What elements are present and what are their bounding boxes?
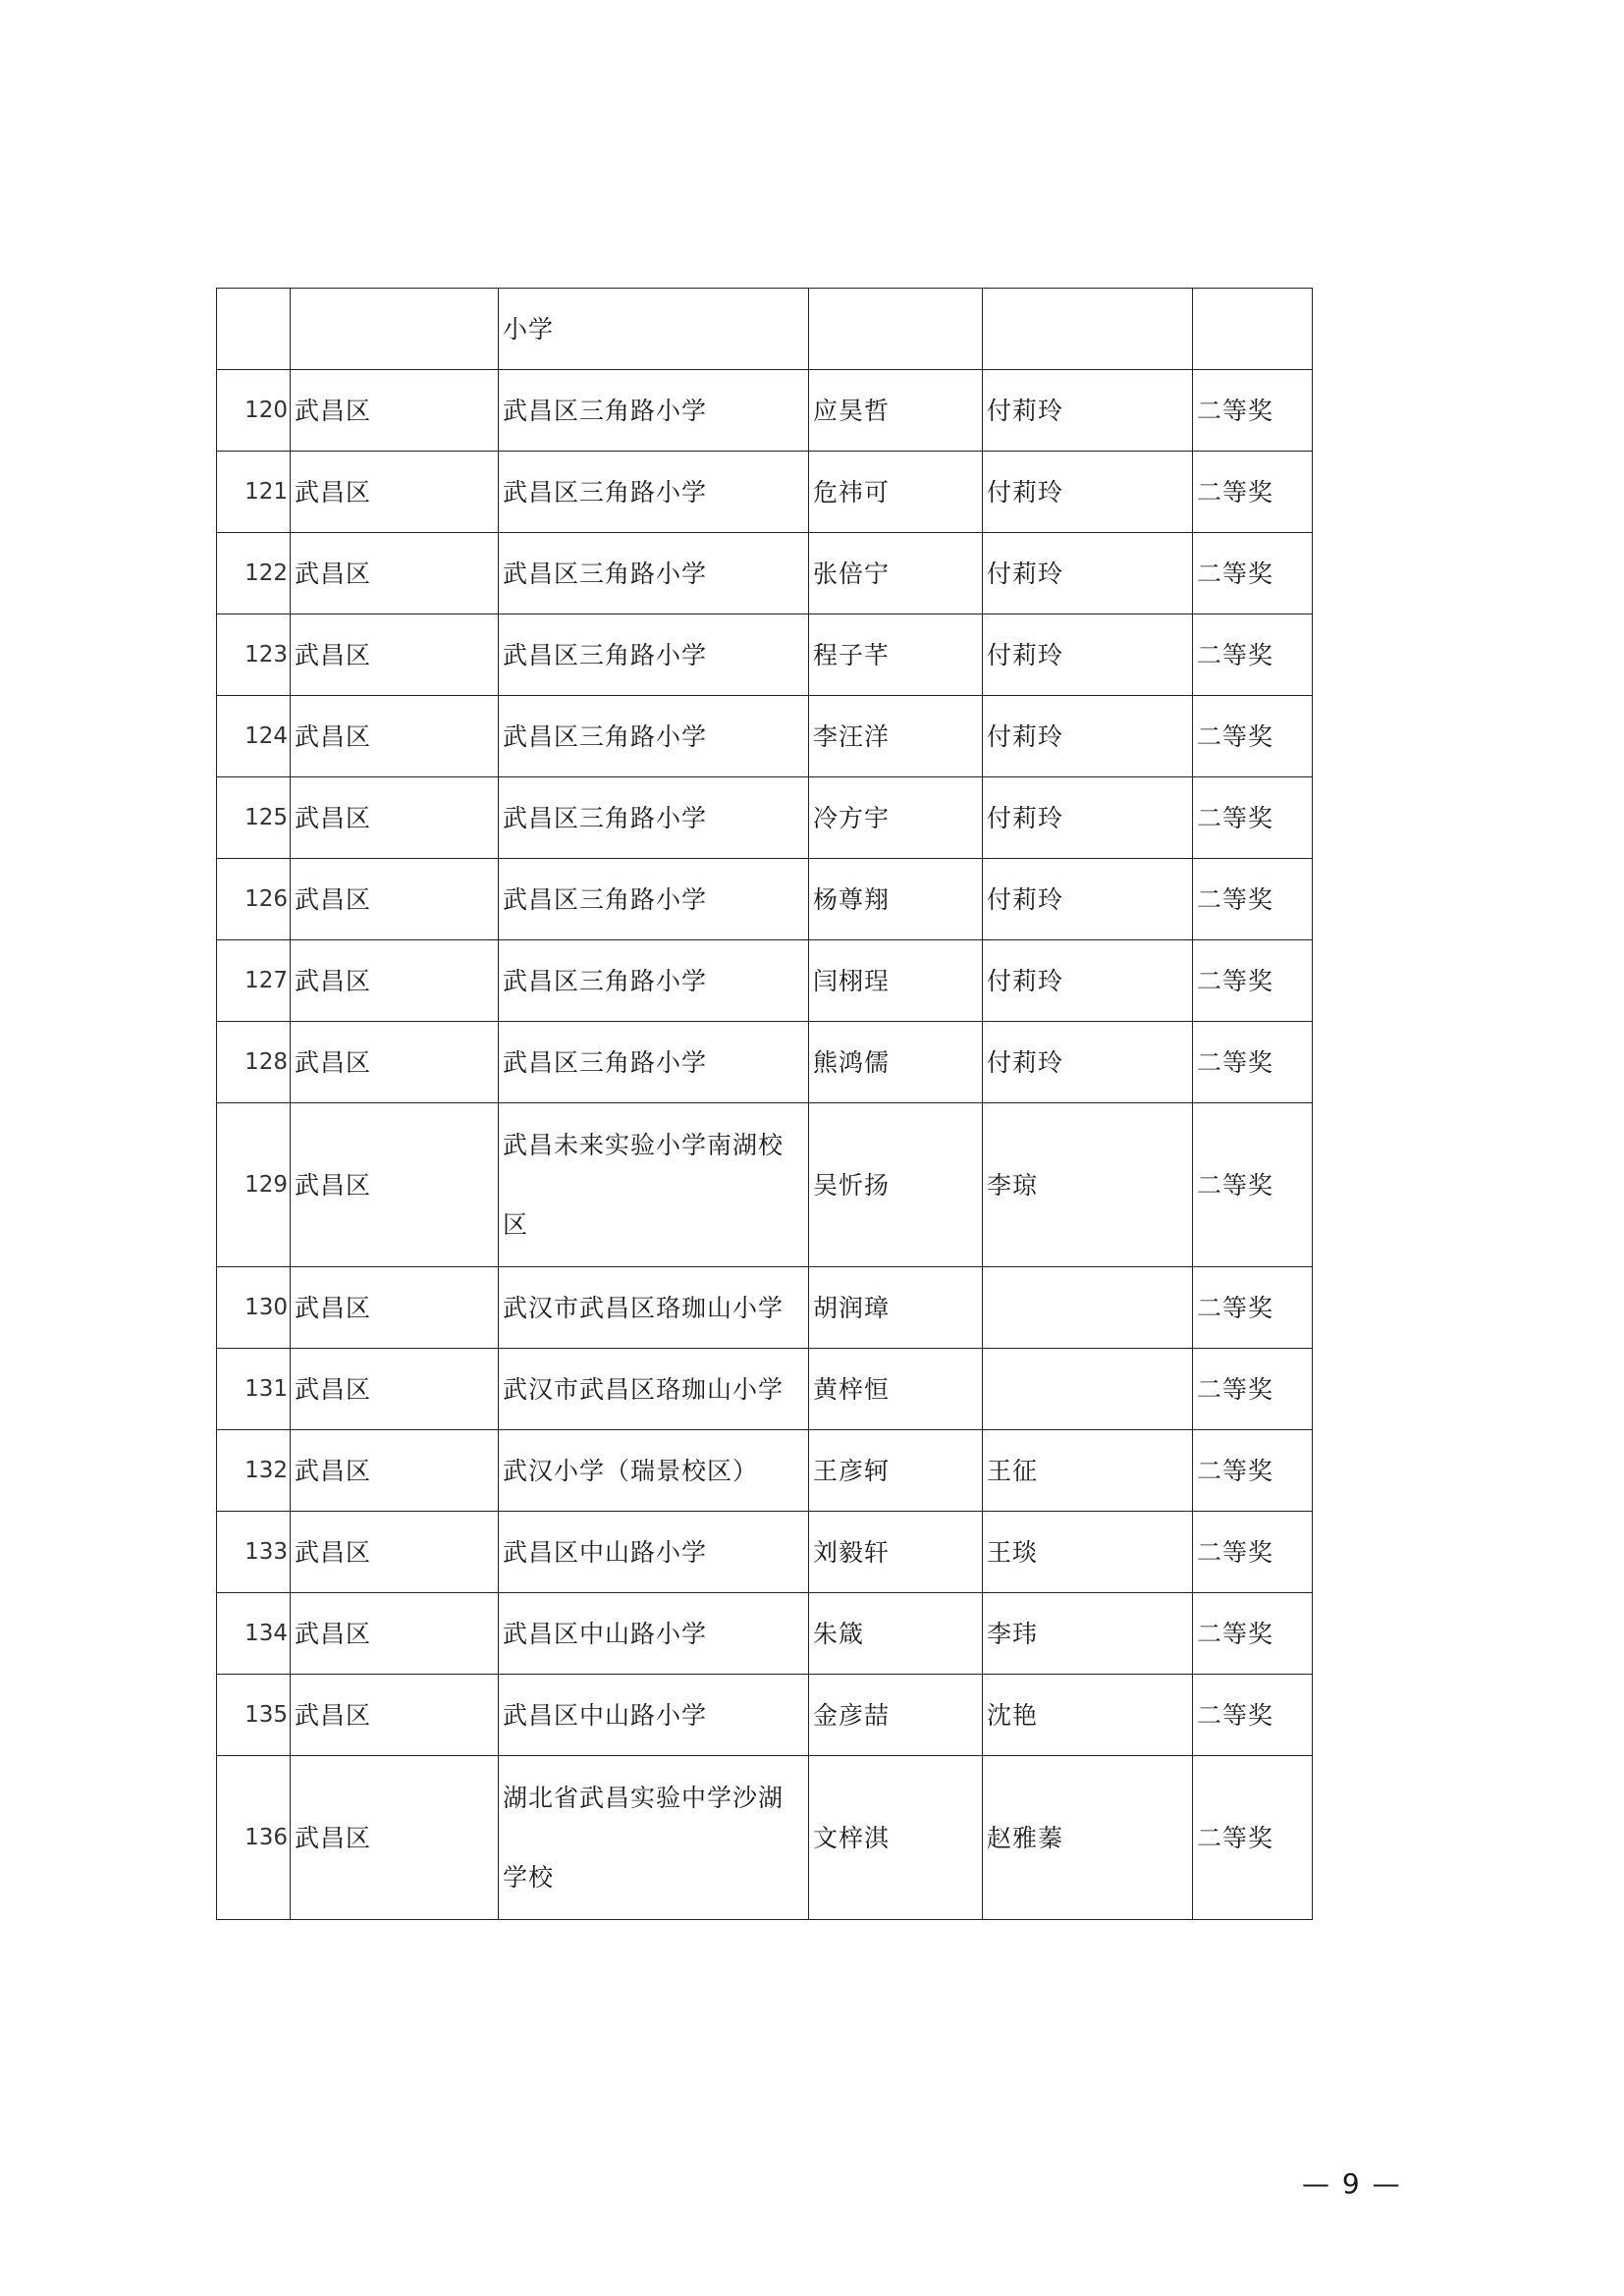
- district-cell: 武昌区: [291, 533, 499, 614]
- award-cell: 二等奖: [1193, 859, 1313, 940]
- teacher-cell: [983, 1267, 1193, 1349]
- award-cell: 二等奖: [1193, 1103, 1313, 1267]
- school-cell: 武昌区三角路小学: [499, 614, 809, 696]
- teacher-cell: 王征: [983, 1430, 1193, 1512]
- award-cell: 二等奖: [1193, 1267, 1313, 1349]
- award-cell: 二等奖: [1193, 1430, 1313, 1512]
- school-cell: 小学: [499, 289, 809, 370]
- student-cell: 熊鸿儒: [809, 1022, 983, 1103]
- district-cell: [291, 289, 499, 370]
- school-cell: 武昌区三角路小学: [499, 777, 809, 859]
- student-cell: 王彦轲: [809, 1430, 983, 1512]
- student-cell: 程子芊: [809, 614, 983, 696]
- table-row: [217, 859, 1313, 940]
- award-cell: 二等奖: [1193, 696, 1313, 777]
- student-cell: 刘毅轩: [809, 1512, 983, 1593]
- school-cell: 武昌区三角路小学: [499, 859, 809, 940]
- row-number: 120: [217, 370, 291, 452]
- award-cell: 二等奖: [1193, 614, 1313, 696]
- award-cell: 二等奖: [1193, 940, 1313, 1022]
- district-cell: 武昌区: [291, 1349, 499, 1430]
- district-cell: 武昌区: [291, 614, 499, 696]
- row-number: 126: [217, 859, 291, 940]
- award-cell: 二等奖: [1193, 533, 1313, 614]
- row-number: 136: [217, 1756, 291, 1920]
- teacher-cell: 付莉玲: [983, 859, 1193, 940]
- student-cell: 杨尊翔: [809, 859, 983, 940]
- row-number: 129: [217, 1103, 291, 1267]
- district-cell: 武昌区: [291, 1512, 499, 1593]
- table-row: [217, 533, 1313, 614]
- district-cell: 武昌区: [291, 1430, 499, 1512]
- table-row: [217, 1675, 1313, 1756]
- school-cell: 武昌区中山路小学: [499, 1512, 809, 1593]
- school-cell: 湖北省武昌实验中学沙湖学校: [499, 1756, 809, 1920]
- student-cell: 吴忻扬: [809, 1103, 983, 1267]
- row-number: 135: [217, 1675, 291, 1756]
- student-cell: 冷方宇: [809, 777, 983, 859]
- teacher-cell: [983, 289, 1193, 370]
- district-cell: 武昌区: [291, 1022, 499, 1103]
- teacher-cell: 付莉玲: [983, 940, 1193, 1022]
- row-number: 134: [217, 1593, 291, 1675]
- award-cell: 二等奖: [1193, 1675, 1313, 1756]
- teacher-cell: 付莉玲: [983, 370, 1193, 452]
- award-cell: 二等奖: [1193, 370, 1313, 452]
- table-row: [217, 1512, 1313, 1593]
- table-row: [217, 696, 1313, 777]
- student-cell: 闫栩珵: [809, 940, 983, 1022]
- table-row: [217, 940, 1313, 1022]
- district-cell: 武昌区: [291, 370, 499, 452]
- teacher-cell: 付莉玲: [983, 614, 1193, 696]
- district-cell: 武昌区: [291, 1593, 499, 1675]
- school-cell: 武昌区中山路小学: [499, 1675, 809, 1756]
- student-cell: 朱箴: [809, 1593, 983, 1675]
- school-cell: 武昌区三角路小学: [499, 533, 809, 614]
- award-cell: 二等奖: [1193, 452, 1313, 533]
- award-cell: 二等奖: [1193, 1349, 1313, 1430]
- row-number: 132: [217, 1430, 291, 1512]
- award-cell: 二等奖: [1193, 777, 1313, 859]
- award-cell: 二等奖: [1193, 1512, 1313, 1593]
- row-number: 128: [217, 1022, 291, 1103]
- teacher-cell: 李琼: [983, 1103, 1193, 1267]
- student-cell: 胡润璋: [809, 1267, 983, 1349]
- teacher-cell: 付莉玲: [983, 777, 1193, 859]
- teacher-cell: 李玮: [983, 1593, 1193, 1675]
- teacher-cell: 王琰: [983, 1512, 1193, 1593]
- district-cell: 武昌区: [291, 859, 499, 940]
- school-cell: 武昌区中山路小学: [499, 1593, 809, 1675]
- row-number: 124: [217, 696, 291, 777]
- row-number: 122: [217, 533, 291, 614]
- row-number: 133: [217, 1512, 291, 1593]
- row-number: 123: [217, 614, 291, 696]
- row-number: 125: [217, 777, 291, 859]
- district-cell: 武昌区: [291, 1675, 499, 1756]
- row-number: 127: [217, 940, 291, 1022]
- district-cell: 武昌区: [291, 1267, 499, 1349]
- district-cell: 武昌区: [291, 452, 499, 533]
- student-cell: 李汪洋: [809, 696, 983, 777]
- student-cell: [809, 289, 983, 370]
- table-row: [217, 1349, 1313, 1430]
- table-row: [217, 614, 1313, 696]
- school-cell: 武昌区三角路小学: [499, 696, 809, 777]
- table-row: [217, 1103, 1313, 1267]
- award-cell: [1193, 289, 1313, 370]
- teacher-cell: 沈艳: [983, 1675, 1193, 1756]
- student-cell: 张倍宁: [809, 533, 983, 614]
- table-row: [217, 1593, 1313, 1675]
- award-list-table: [216, 288, 1313, 1920]
- row-number: [217, 289, 291, 370]
- table-row: [217, 289, 1313, 370]
- table-row: [217, 452, 1313, 533]
- table-row: [217, 1756, 1313, 1920]
- student-cell: 金彦喆: [809, 1675, 983, 1756]
- award-cell: 二等奖: [1193, 1593, 1313, 1675]
- teacher-cell: 付莉玲: [983, 533, 1193, 614]
- district-cell: 武昌区: [291, 1103, 499, 1267]
- school-cell: 武汉市武昌区珞珈山小学: [499, 1349, 809, 1430]
- district-cell: 武昌区: [291, 940, 499, 1022]
- student-cell: 应昊哲: [809, 370, 983, 452]
- student-cell: 文梓淇: [809, 1756, 983, 1920]
- teacher-cell: 付莉玲: [983, 696, 1193, 777]
- page-number: — 9 —: [1302, 2167, 1402, 2200]
- teacher-cell: [983, 1349, 1193, 1430]
- school-cell: 武昌区三角路小学: [499, 1022, 809, 1103]
- table-row: [217, 777, 1313, 859]
- table-row: [217, 1430, 1313, 1512]
- district-cell: 武昌区: [291, 1756, 499, 1920]
- row-number: 121: [217, 452, 291, 533]
- teacher-cell: 付莉玲: [983, 1022, 1193, 1103]
- district-cell: 武昌区: [291, 696, 499, 777]
- school-cell: 武昌未来实验小学南湖校区: [499, 1103, 809, 1267]
- row-number: 130: [217, 1267, 291, 1349]
- school-cell: 武昌区三角路小学: [499, 370, 809, 452]
- table-row: [217, 1022, 1313, 1103]
- award-cell: 二等奖: [1193, 1756, 1313, 1920]
- school-cell: 武汉市武昌区珞珈山小学: [499, 1267, 809, 1349]
- district-cell: 武昌区: [291, 777, 499, 859]
- teacher-cell: 赵雅蓁: [983, 1756, 1193, 1920]
- award-cell: 二等奖: [1193, 1022, 1313, 1103]
- row-number: 131: [217, 1349, 291, 1430]
- school-cell: 武昌区三角路小学: [499, 452, 809, 533]
- school-cell: 武昌区三角路小学: [499, 940, 809, 1022]
- teacher-cell: 付莉玲: [983, 452, 1193, 533]
- table-row: [217, 1267, 1313, 1349]
- school-cell: 武汉小学（瑞景校区）: [499, 1430, 809, 1512]
- table-row: [217, 370, 1313, 452]
- student-cell: 危祎可: [809, 452, 983, 533]
- student-cell: 黄梓恒: [809, 1349, 983, 1430]
